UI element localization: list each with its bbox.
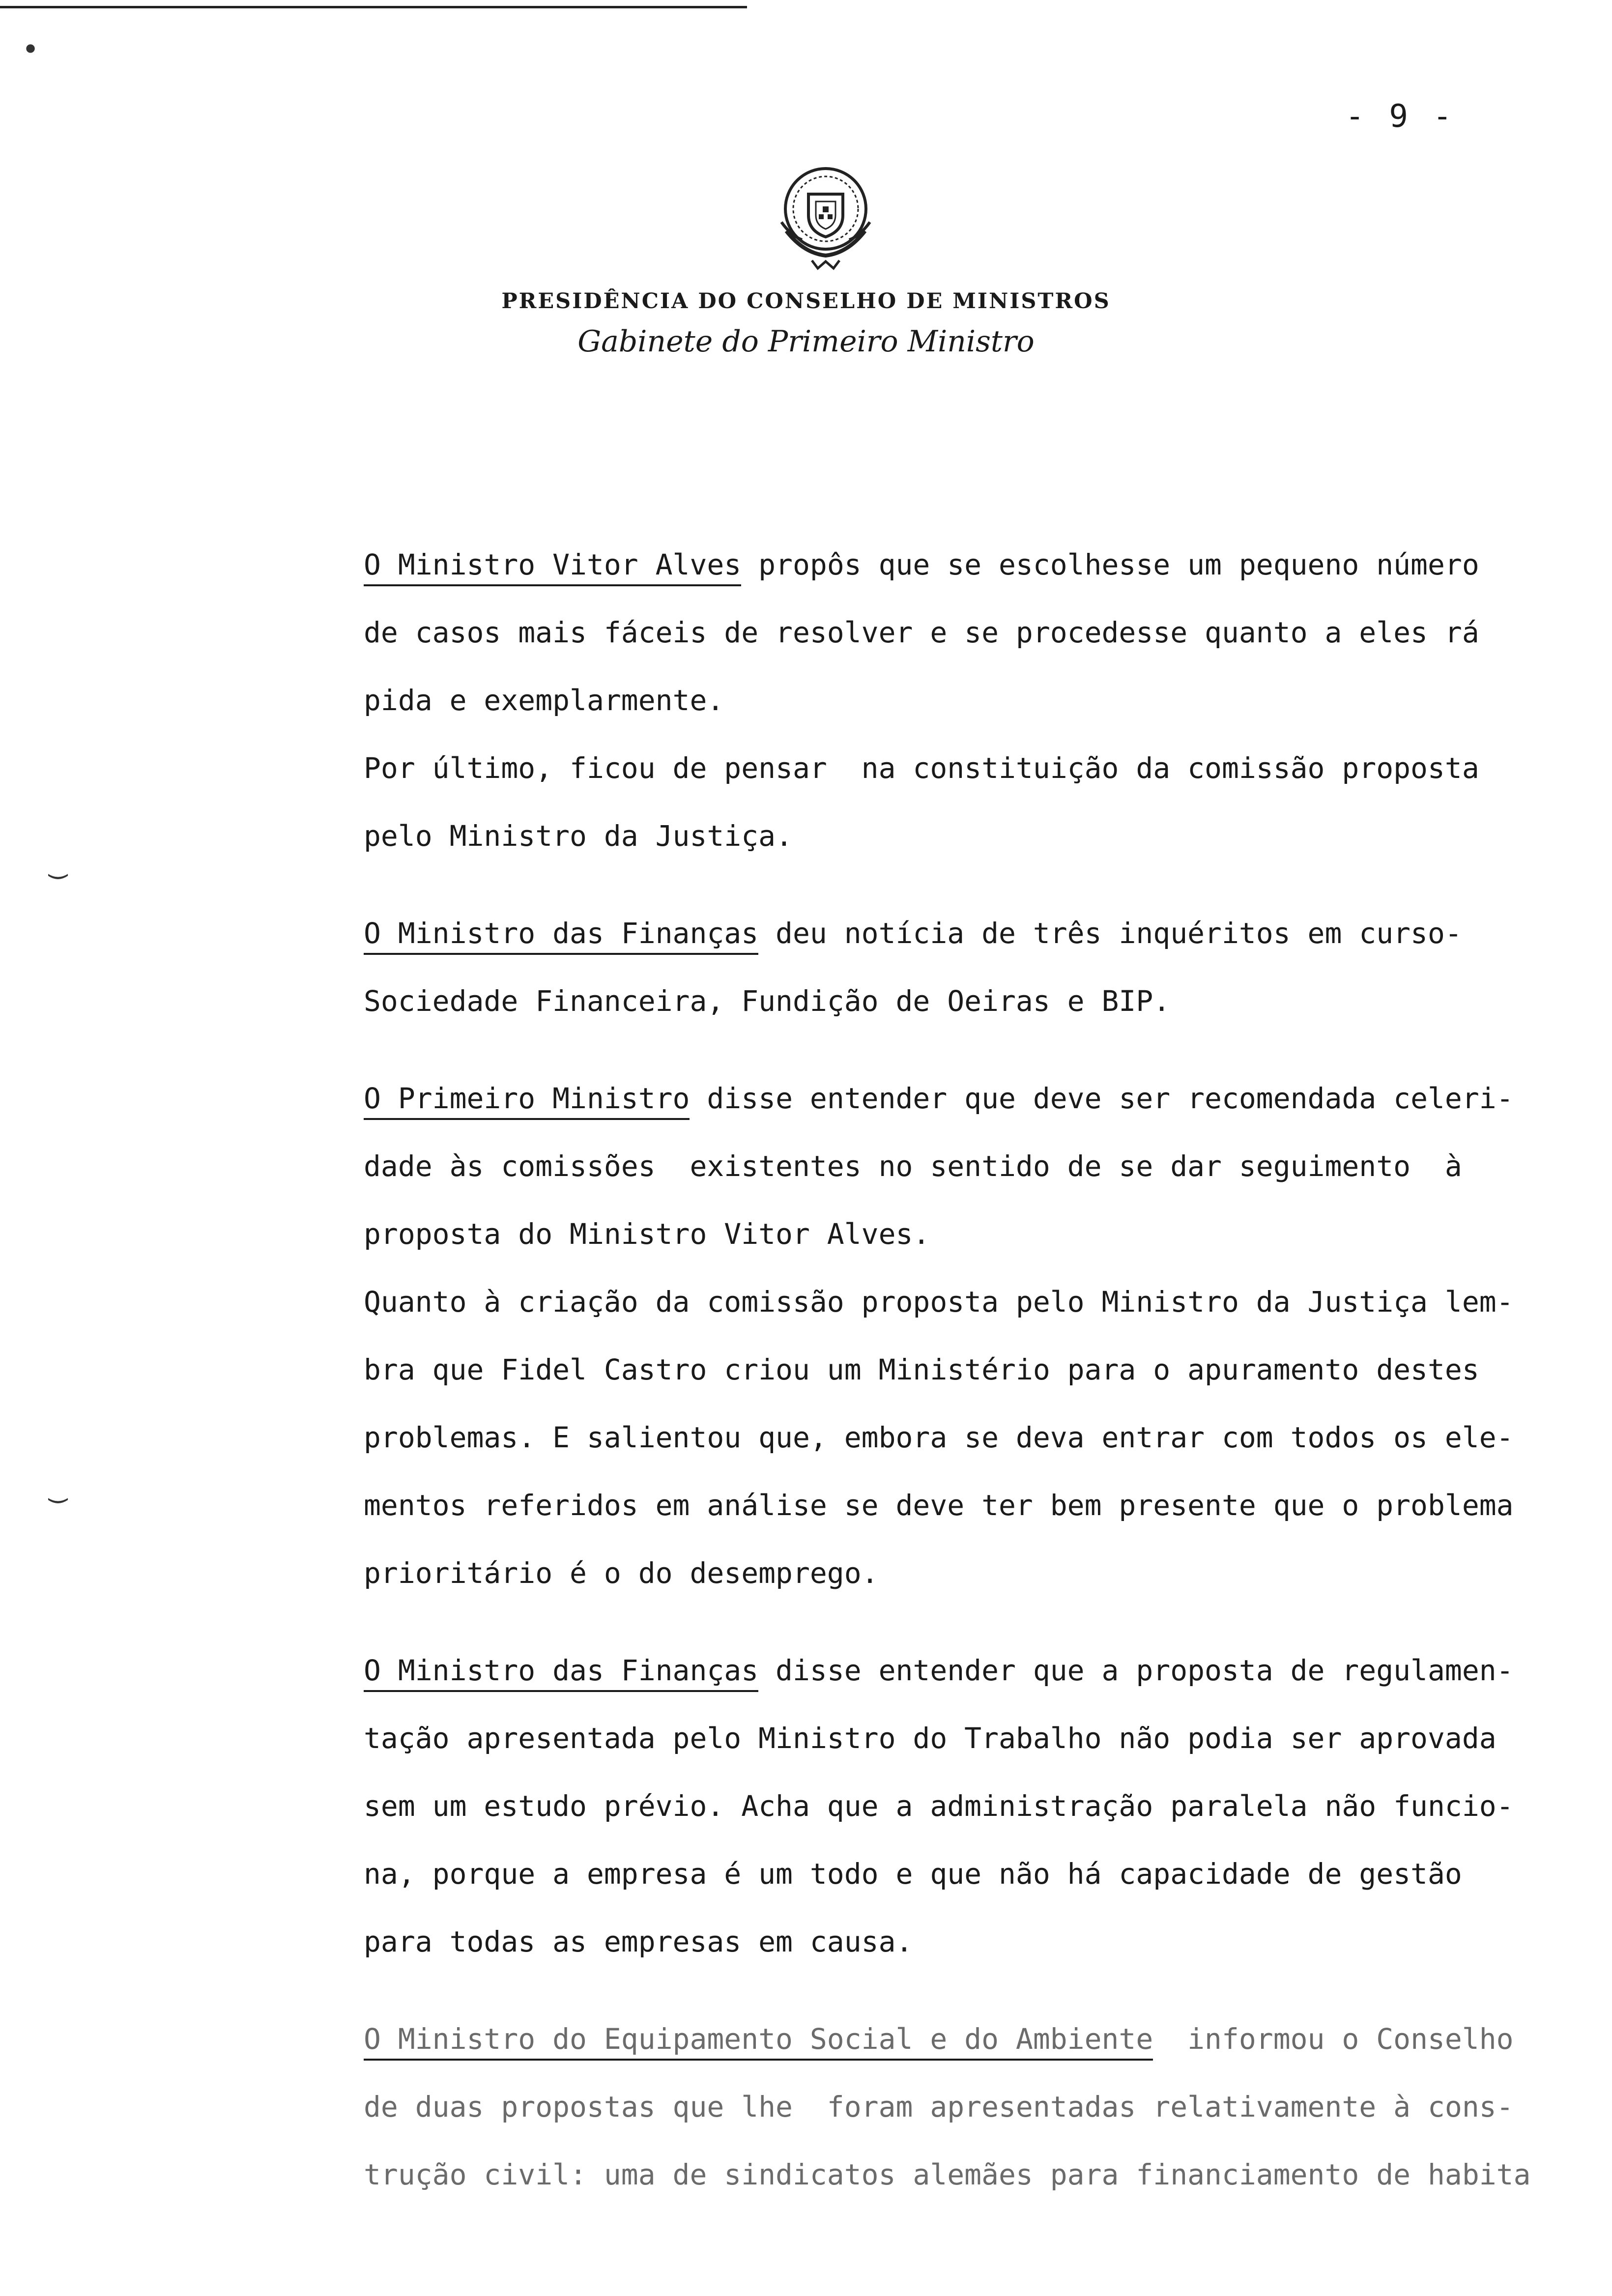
line-text: problemas. E salientou que, embora se deva entrar com todos os ele- [364,1421,1514,1454]
text-line [364,1064,1563,1132]
speaker-name: O Ministro das Finanças [364,917,758,955]
line-text: trução civil: uma de sindicatos alemães para financiamento de habita [364,2158,1531,2191]
text-line [364,967,1563,1035]
page-number: - 9 - [1345,98,1455,135]
line-text: bra que Fidel Castro criou um Ministério para o apuramento destes [364,1353,1479,1386]
minutes-paragraph [364,1064,1563,1268]
line-text: disse entender que deve ser recomendada celeri- [690,1082,1514,1115]
line-text: de casos mais fáceis de resolver e se procedesse quanto a eles rá [364,616,1479,649]
text-line [364,1636,1563,1704]
text-line [364,1132,1563,1200]
minutes-body [364,531,1563,2209]
line-text: informou o Conselho [1153,2022,1514,2056]
minutes-paragraph [364,899,1563,1035]
text-line [364,1336,1563,1404]
text-line [364,2073,1563,2141]
line-text: de duas propostas que lhe foram apresentadas relativamente à cons- [364,2090,1514,2124]
margin-mark: ‿ [49,1469,67,1504]
line-text: deu notícia de três inquéritos em curso- [758,917,1462,950]
line-text: Por último, ficou de pensar na constituição da comissão proposta [364,751,1479,785]
text-line [364,1471,1563,1539]
text-line [364,1772,1563,1840]
text-line [364,1200,1563,1268]
line-text: mentos referidos em análise se deve ter bem presente que o problema [364,1489,1514,1522]
text-line [364,1704,1563,1772]
line-text: pida e exemplarmente. [364,684,724,717]
speaker-name: O Primeiro Ministro [364,1082,690,1120]
minutes-paragraph [364,1268,1563,1607]
text-line [364,1404,1563,1471]
text-line [364,666,1563,734]
margin-mark: • [22,32,40,67]
line-text: dade às comissões existentes no sentido de se dar seguimento à [364,1149,1462,1183]
coat-of-arms-icon [767,157,885,275]
text-line [364,599,1563,666]
minutes-paragraph [364,1636,1563,1976]
line-text: Quanto à criação da comissão proposta pelo Ministro da Justiça lem- [364,1285,1514,1319]
minutes-paragraph [364,2005,1563,2209]
text-line [364,802,1563,870]
line-text: propôs que se escolhesse um pequeno número [741,548,1479,581]
line-text: Sociedade Financeira, Fundição de Oeiras e BIP. [364,984,1171,1018]
text-line [364,1539,1563,1607]
text-line [364,531,1563,599]
line-text: prioritário é o do desemprego. [364,1556,879,1590]
text-line [364,1268,1563,1336]
line-text: sem um estudo prévio. Acha que a administração paralela não funcio- [364,1789,1514,1823]
letterhead-title: PRESIDÊNCIA DO CONSELHO DE MINISTROS [501,289,1111,314]
text-line [364,899,1563,967]
text-line [364,2005,1563,2073]
minutes-paragraph [364,531,1563,734]
line-text: proposta do Ministro Vitor Alves. [364,1217,930,1251]
top-rule [0,6,747,8]
line-text: pelo Ministro da Justiça. [364,819,793,853]
line-text: para todas as empresas em causa. [364,1925,913,1958]
line-text: disse entender que a proposta de regulamen- [758,1654,1514,1687]
speaker-name: O Ministro Vitor Alves [364,548,741,586]
speaker-name: O Ministro do Equipamento Social e do Ambiente [364,2022,1153,2061]
speaker-name: O Ministro das Finanças [364,1654,758,1692]
text-line [364,734,1563,802]
text-line [364,1840,1563,1908]
margin-mark: ‿ [49,845,67,880]
line-text: na, porque a empresa é um todo e que não há capacidade de gestão [364,1857,1462,1891]
minutes-paragraph [364,734,1563,870]
line-text: tação apresentada pelo Ministro do Trabalho não podia ser aprovada [364,1722,1497,1755]
text-line [364,1908,1563,1976]
text-line [364,2141,1563,2209]
letterhead-subtitle: Gabinete do Primeiro Ministro [577,324,1035,359]
